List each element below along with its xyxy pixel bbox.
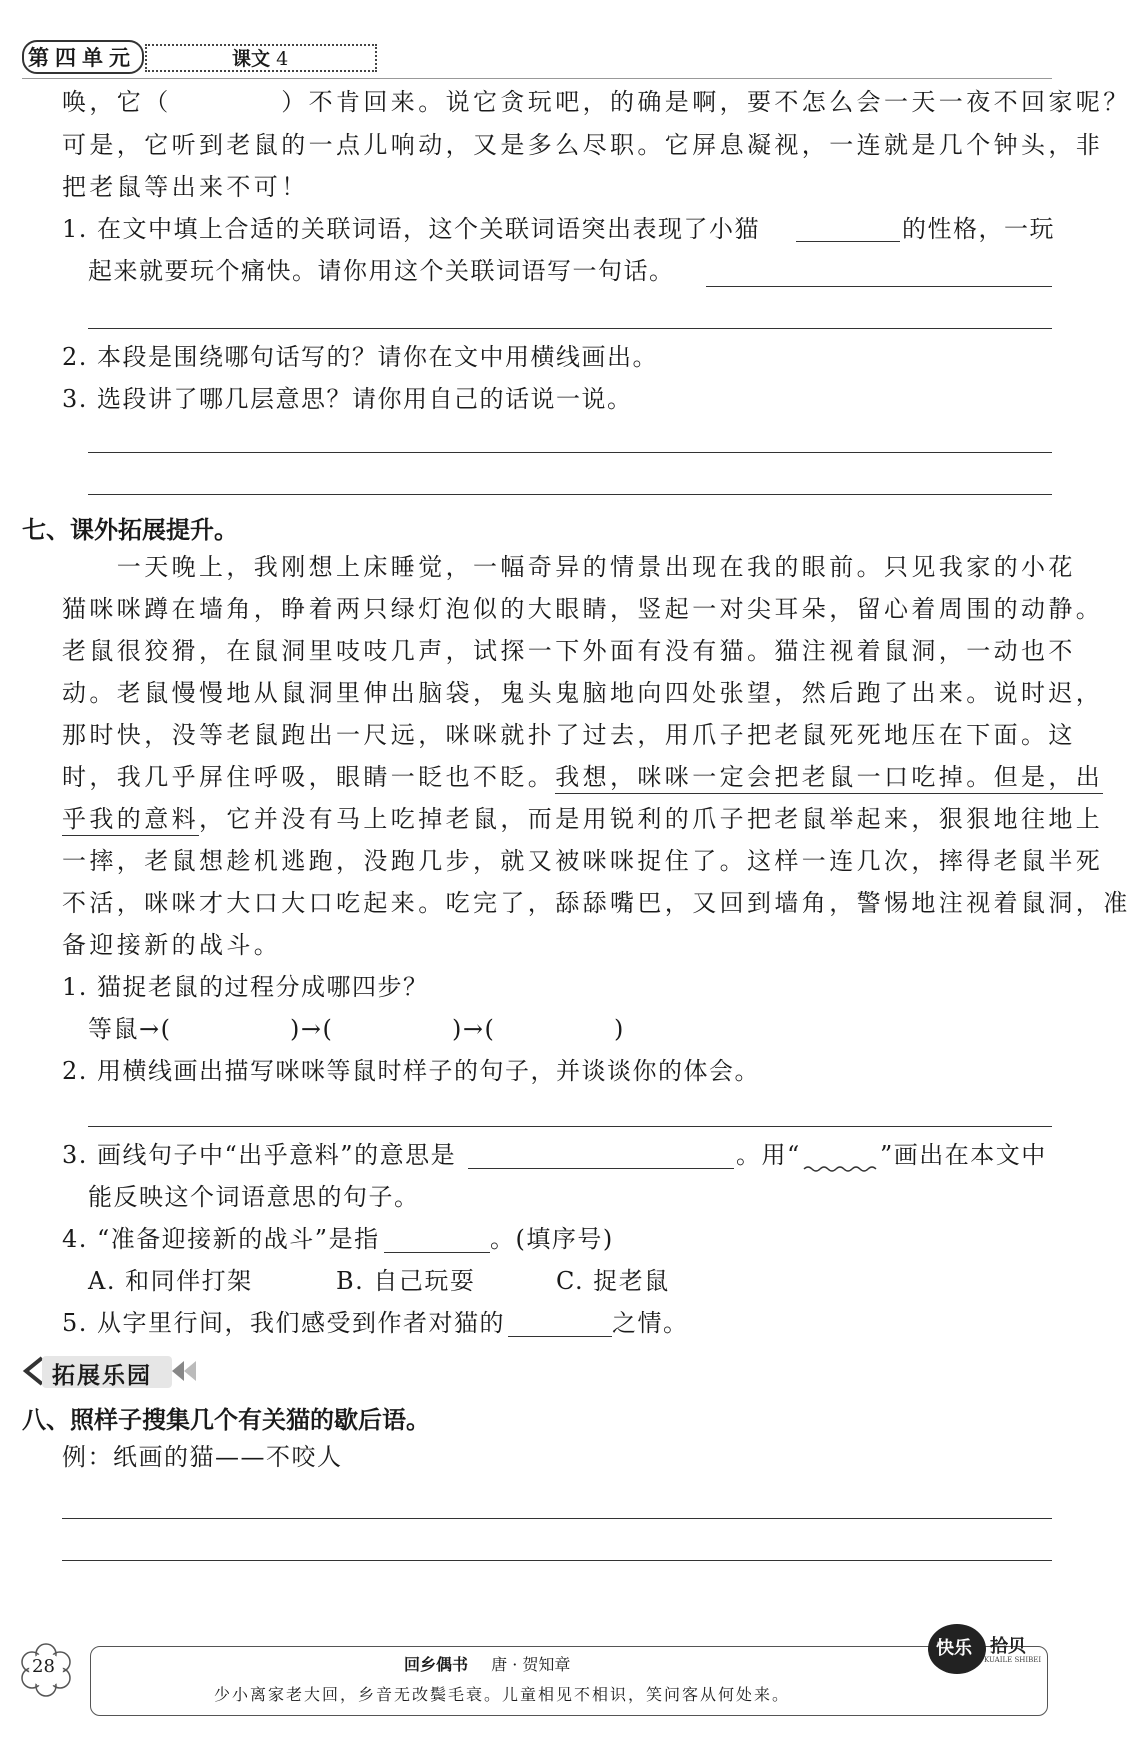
lesson-label bbox=[232, 44, 288, 71]
answer-blank[interactable] bbox=[468, 1168, 734, 1169]
passage2-line: 老鼠很狡猾，在鼠洞里吱吱几声，试探一下外面有没有猫。猫注视着鼠洞，一动也不 bbox=[62, 637, 1076, 665]
lesson-word: 课文 bbox=[232, 48, 271, 70]
passage2-line: 一天晚上，我刚想上床睡觉，一幅奇异的情景出现在我的眼前。只见我家的小花 bbox=[62, 553, 1076, 581]
passage2-line bbox=[62, 804, 1104, 834]
passage2-line: 动。老鼠慢慢地从鼠洞里伸出脑袋，鬼头鬼脑地向四处张望，然后跑了出来。说时迟， bbox=[62, 679, 1104, 707]
step-paren: )→( bbox=[290, 1015, 334, 1043]
question-6-2: 2. 本段是围绕哪句话写的？请你在文中用横线画出。 bbox=[62, 343, 659, 371]
question-7-5-cont: 之情。 bbox=[612, 1309, 689, 1337]
question-6-3: 3. 选段讲了哪几层意思？请你用自己的话说一说。 bbox=[62, 385, 633, 413]
answer-line[interactable] bbox=[88, 452, 1052, 453]
passage2-line bbox=[62, 762, 1104, 792]
step-paren: 等鼠→( bbox=[88, 1015, 172, 1043]
answer-line[interactable] bbox=[88, 328, 1052, 329]
passage2-line: 那时快，没等老鼠跑出一尺远，咪咪就扑了过去，用爪子把老鼠死死地压在下面。这 bbox=[62, 721, 1076, 749]
question-7-2: 2. 用横线画出描写咪咪等鼠时样子的句子，并谈谈你的体会。 bbox=[62, 1057, 761, 1085]
section-7-title: 七、课外拓展提升。 bbox=[22, 516, 238, 544]
passage2-line: 猫咪咪蹲在墙角，睁着两只绿灯泡似的大眼睛，竖起一对尖耳朵，留心着周围的动静。 bbox=[62, 595, 1104, 623]
passage2-line: 备迎接新的战斗。 bbox=[62, 931, 282, 959]
question-6-1-cont: 的性格，一玩 bbox=[902, 215, 1055, 243]
answer-blank[interactable] bbox=[796, 241, 900, 242]
question-7-5: 5. 从字里行间，我们感受到作者对猫的 bbox=[62, 1309, 506, 1337]
question-7-1: 1. 猫捉老鼠的过程分成哪四步？ bbox=[62, 973, 429, 1001]
passage2-line: 一摔，老鼠想趁机逃跑，没跑几步，就又被咪咪捉住了。这样一连几次，摔得老鼠半死 bbox=[62, 847, 1104, 875]
underlined-sentence: 我想，咪咪一定会把老鼠一口吃掉。 bbox=[555, 763, 993, 794]
logo-text-a: 快乐 bbox=[936, 1638, 972, 1659]
answer-line[interactable] bbox=[706, 286, 1052, 287]
unit-label: 第四单元 bbox=[28, 46, 136, 70]
option-c: C. 捉老鼠 bbox=[556, 1267, 670, 1295]
lesson-number: 4 bbox=[276, 48, 289, 70]
answer-line[interactable] bbox=[62, 1518, 1052, 1519]
question-7-3: 3. 画线句子中“出乎意料”的意思是 bbox=[62, 1141, 457, 1169]
passage1-line: 可是，它听到老鼠的一点儿响动，又是多么尽职。它屏息凝视，一连就是几个钟头，非 bbox=[62, 131, 1104, 159]
chevron-right-icon bbox=[168, 1356, 208, 1386]
passage-text: 时，我几乎屏住呼吸，眼睛一眨也不眨。 bbox=[62, 763, 556, 791]
answer-line[interactable] bbox=[88, 494, 1052, 495]
question-7-3-cont: 。用“ bbox=[736, 1141, 801, 1169]
logo-text-b: 拾贝 bbox=[990, 1636, 1026, 1657]
question-7-3-cont2: ”画出在本文中 bbox=[880, 1141, 1047, 1169]
question-6-1-line2: 起来就要玩个痛快。请你用这个关联词语写一句话。 bbox=[88, 257, 675, 285]
poem-title bbox=[404, 1652, 570, 1675]
section-8-title: 八、照样子搜集几个有关猫的歇后语。 bbox=[22, 1406, 430, 1434]
underlined-phrase: 但是，出 bbox=[994, 763, 1104, 794]
logo-subtext: KUAILE SHIBEI bbox=[984, 1656, 1042, 1664]
poem-author: 唐 · 贺知章 bbox=[491, 1655, 571, 1674]
answer-line[interactable] bbox=[62, 1560, 1052, 1561]
option-b: B. 自己玩耍 bbox=[336, 1267, 476, 1295]
header-rule bbox=[22, 78, 1052, 79]
question-7-4-cont: 。(填序号) bbox=[490, 1225, 614, 1253]
answer-blank[interactable] bbox=[384, 1252, 490, 1253]
step-paren: ) bbox=[614, 1015, 625, 1043]
poem-name: 回乡偶书 bbox=[404, 1655, 469, 1674]
example-text: 例：纸画的猫——不咬人 bbox=[62, 1443, 343, 1471]
question-7-3-line2: 能反映这个词语意思的句子。 bbox=[88, 1183, 420, 1211]
question-7-4: 4. “准备迎接新的战斗”是指 bbox=[62, 1225, 380, 1253]
wavy-line-mark bbox=[802, 1164, 878, 1174]
answer-line[interactable] bbox=[88, 1126, 1052, 1127]
passage2-line: 不活，咪咪才大口大口吃起来。吃完了，舔舔嘴巴，又回到墙角，警惕地注视着鼠洞，准 bbox=[62, 889, 1131, 917]
underlined-phrase: 乎我的意料 bbox=[62, 805, 199, 836]
step-paren: )→( bbox=[452, 1015, 496, 1043]
banner-title: 拓展乐园 bbox=[52, 1363, 152, 1389]
poem-text: 少小离家老大回，乡音无改鬓毛衰。儿童相见不相识，笑问客从何处来。 bbox=[214, 1685, 791, 1704]
option-a: A. 和同伴打架 bbox=[88, 1267, 253, 1295]
passage1-line: 唤，它（ ）不肯回来。说它贪玩吧，的确是啊，要不怎么会一天一夜不回家呢？ bbox=[62, 88, 1131, 116]
passage1-line: 把老鼠等出来不可！ bbox=[62, 173, 309, 201]
page-number: 28 bbox=[32, 1656, 55, 1677]
answer-blank[interactable] bbox=[508, 1336, 612, 1337]
question-6-1: 1. 在文中填上合适的关联词语，这个关联词语突出表现了小猫 bbox=[62, 215, 761, 243]
passage-text: ，它并没有马上吃掉老鼠，而是用锐利的爪子把老鼠举起来，狠狠地往地上 bbox=[199, 805, 1104, 833]
